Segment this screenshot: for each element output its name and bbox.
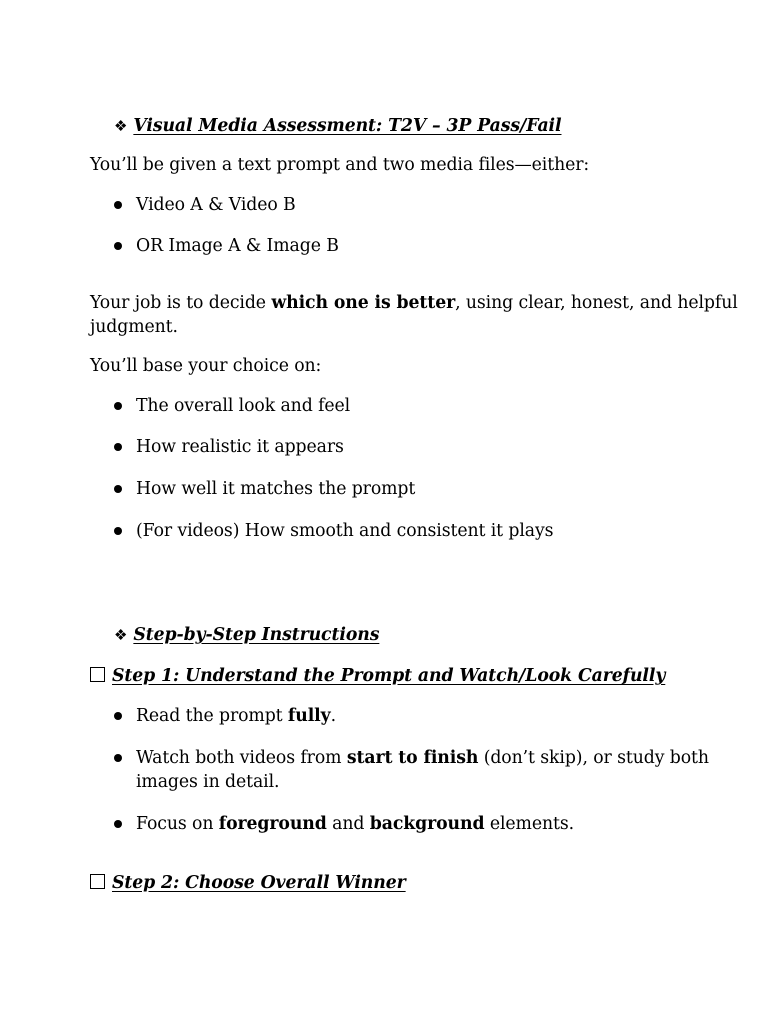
bullet-dot-icon bbox=[114, 527, 122, 535]
section-heading-text: Visual Media Assessment: T2V – 3P Pass/Fail bbox=[133, 116, 562, 136]
text-emphasis: foreground bbox=[218, 814, 327, 834]
text-run: and bbox=[326, 814, 370, 834]
intro-paragraph: You’ll be given a text prompt and two media files—either: bbox=[90, 155, 590, 175]
text-run: elements. bbox=[484, 814, 574, 834]
list-item-text: (For videos) How smooth and consistent it plays bbox=[136, 521, 554, 541]
criteria-intro: You’ll base your choice on: bbox=[90, 356, 322, 376]
text-run: Focus on bbox=[136, 814, 219, 834]
job-paragraph-line-1 bbox=[90, 291, 738, 315]
bullet-dot-icon bbox=[114, 443, 122, 451]
list-item-text bbox=[136, 704, 336, 728]
bullet-dot-icon bbox=[114, 242, 122, 250]
step-2-heading bbox=[90, 871, 406, 895]
bullet-dot-icon bbox=[114, 712, 122, 720]
step-1-heading bbox=[90, 664, 665, 688]
section-heading-text: Step-by-Step Instructions bbox=[133, 625, 380, 645]
bullet-dot-icon bbox=[114, 402, 122, 410]
list-item-text: The overall look and feel bbox=[136, 396, 351, 416]
text-emphasis: start to finish bbox=[346, 748, 479, 768]
bullet-dot-icon bbox=[114, 485, 122, 493]
checkbox-square-icon bbox=[90, 874, 105, 889]
list-item-text bbox=[136, 746, 709, 770]
job-text: , using clear, honest, and helpful bbox=[455, 293, 738, 313]
list-item-text: How well it matches the prompt bbox=[136, 479, 416, 499]
section-heading-assessment bbox=[114, 114, 561, 138]
bullet-dot-icon bbox=[114, 201, 122, 209]
list-item-text: How realistic it appears bbox=[136, 437, 344, 457]
diamond-bullet-icon: ❖ bbox=[114, 117, 128, 135]
list-item-text: OR Image A & Image B bbox=[136, 236, 339, 256]
job-paragraph-line-2: judgment. bbox=[90, 317, 178, 337]
list-item-continuation: images in detail. bbox=[136, 772, 280, 792]
checkbox-square-icon bbox=[90, 667, 105, 682]
bullet-dot-icon bbox=[114, 754, 122, 762]
text-emphasis: background bbox=[369, 814, 485, 834]
list-item-text bbox=[136, 812, 574, 836]
section-heading-instructions bbox=[114, 623, 379, 647]
text-run: Read the prompt bbox=[136, 706, 288, 726]
text-run: (don’t skip), or study both bbox=[478, 748, 709, 768]
list-item-text: Video A & Video B bbox=[136, 195, 296, 215]
step-title: Step 1: Understand the Prompt and Watch/Look Carefully bbox=[112, 666, 666, 686]
bullet-dot-icon bbox=[114, 820, 122, 828]
diamond-bullet-icon: ❖ bbox=[114, 626, 128, 644]
job-emphasis: which one is better bbox=[271, 293, 456, 313]
text-emphasis: fully bbox=[287, 706, 331, 726]
job-text: Your job is to decide bbox=[90, 293, 272, 313]
text-run: Watch both videos from bbox=[136, 748, 347, 768]
step-title: Step 2: Choose Overall Winner bbox=[112, 873, 406, 893]
text-run: . bbox=[330, 706, 336, 726]
